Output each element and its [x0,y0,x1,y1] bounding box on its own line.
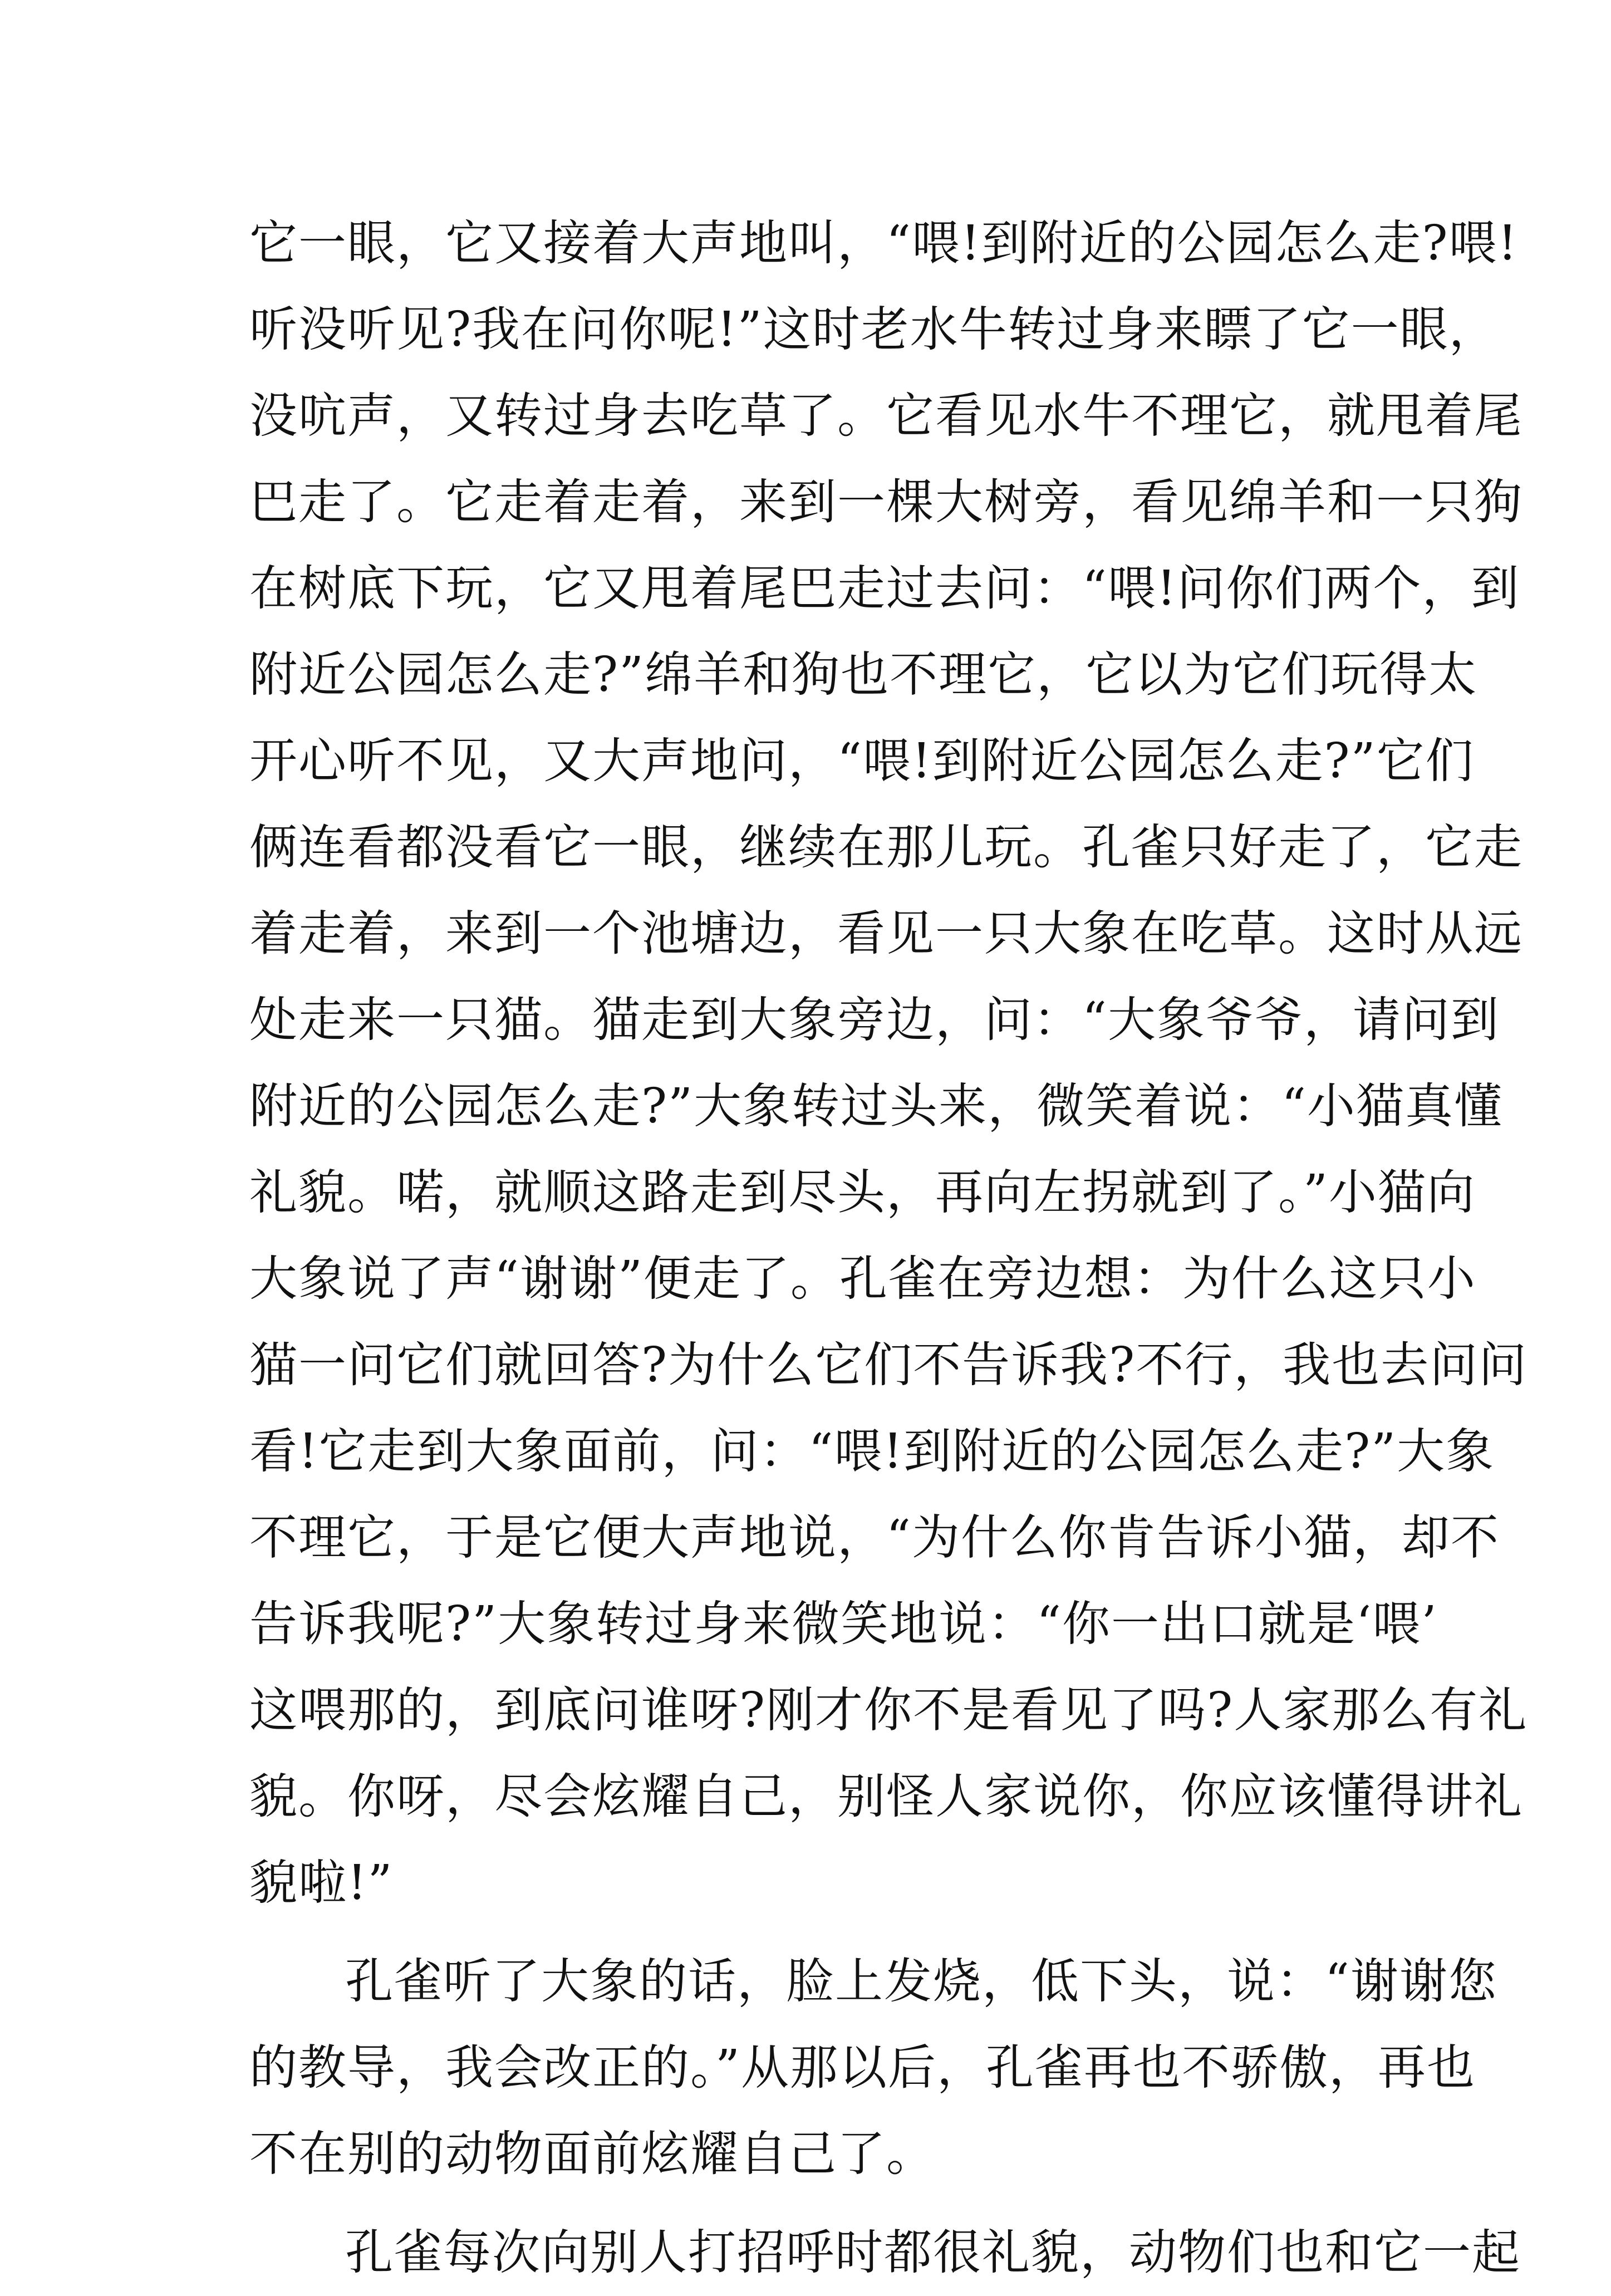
text-line: 的教导，我会改正的。”从那以后，孔雀再也不骄傲，再也 [249,2040,1476,2096]
text-line: 貌啦!” [249,1855,394,1911]
paragraph-2 [249,1939,1497,2197]
text-line: 告诉我呢?”大象转过身来微笑地说：“你一出口就是‘喂’ [249,1596,1438,1652]
paragraph-spacer [249,1926,1377,1939]
paragraph-1 [249,200,1528,1926]
text-line: 礼貌。喏，就顺这路走到尽头，再向左拐就到了。”小猫向 [249,1165,1476,1220]
text-line: 不理它，于是它便大声地说，“为什么你肯告诉小猫，却不 [249,1510,1500,1566]
text-line: 听没听见?我在问你呢!”这时老水牛转过身来瞟了它一眼， [249,302,1498,357]
text-line: 着走着，来到一个池塘边，看见一只大象在吃草。这时从远 [249,906,1523,961]
paragraph-spacer [249,2197,1377,2210]
text-line: 附近公园怎么走?”绵羊和狗也不理它，它以为它们玩得太 [249,647,1478,703]
text-line: 貌。你呀，尽会炫耀自己，别怪人家说你，你应该懂得讲礼 [249,1769,1523,1824]
text-line: 附近的公园怎么走?”大象转过头来，微笑着说：“小猫真懂 [249,1078,1504,1134]
text-line: 没吭声，又转过身去吃草了。它看见水牛不理它，就甩着尾 [249,388,1523,444]
text-line: 不在别的动物面前炫耀自己了。 [249,2126,935,2182]
text-line: 猫一问它们就回答?为什么它们不告诉我?不行，我也去问问 [249,1337,1528,1393]
text-line: 大象说了声“谢谢”便走了。孔雀在旁边想：为什么这只小 [249,1251,1476,1307]
text-line: 看!它走到大象面前，问：“喂!到附近的公园怎么走?”大象 [249,1424,1495,1479]
text-line: 俩连看都没看它一眼，继续在那儿玩。孔雀只好走了，它走 [249,820,1523,875]
text-line: 处走来一只猫。猫走到大象旁边，问：“大象爷爷，请问到 [249,992,1500,1048]
paragraph-3 [249,2210,1521,2296]
text-line: 在树底下玩，它又甩着尾巴走过去问：“喂!问你们两个，到 [249,561,1520,616]
text-line: 这喂那的，到底问谁呀?刚才你不是看见了吗?人家那么有礼 [249,1682,1528,1738]
text-line: 孔雀每次向别人打招呼时都很礼貌，动物们也和它一起 [345,2225,1521,2280]
text-line: 孔雀听了大象的话，脸上发烧，低下头，说：“谢谢您 [345,1954,1497,2009]
text-line: 开心听不见，又大声地问，“喂!到附近公园怎么走?”它们 [249,733,1475,789]
text-line: 巴走了。它走着走着，来到一棵大树旁，看见绵羊和一只狗 [249,474,1523,530]
story-text [249,200,1528,2296]
text-line: 它一眼，它又接着大声地叫，“喂!到附近的公园怎么走?喂! [249,215,1519,271]
